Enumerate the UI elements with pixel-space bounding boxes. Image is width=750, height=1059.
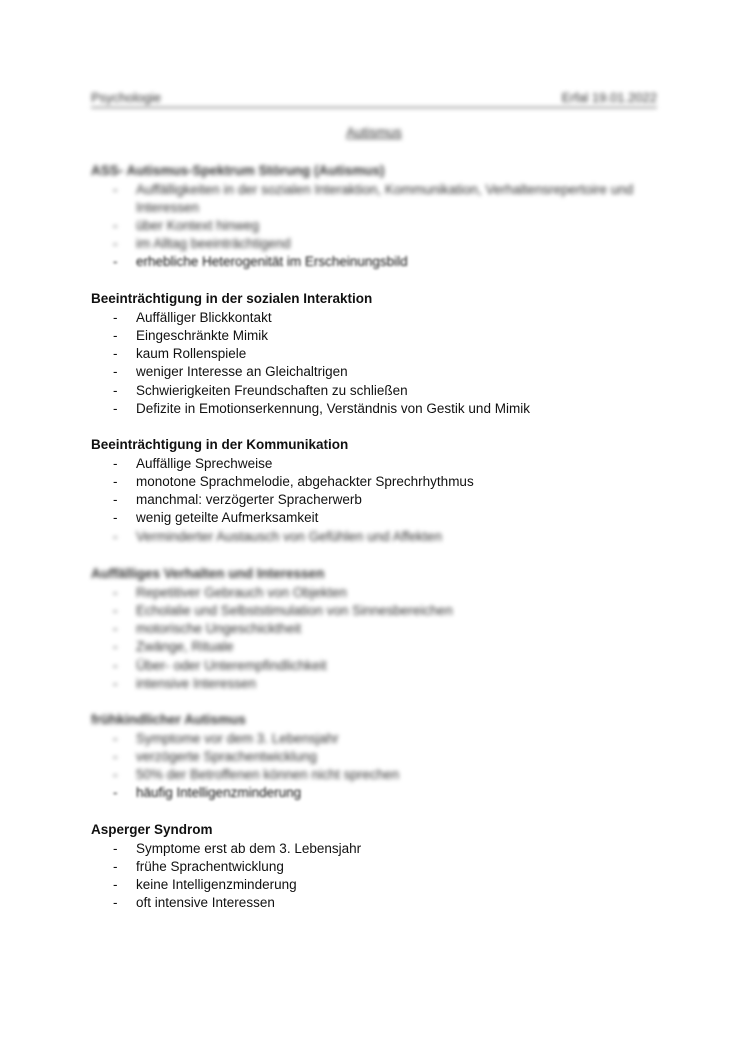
section-heading: frühkindlicher Autismus <box>91 712 246 727</box>
list-item-text: 50% der Betroffenen können nicht sprechen <box>136 767 400 783</box>
list-item <box>91 455 671 473</box>
bullet-list <box>91 181 671 272</box>
bullet-dash: - <box>113 675 118 691</box>
list-item-text: im Alltag beeinträchtigend <box>136 235 291 251</box>
list-item-text: erhebliche Heterogenität im Erscheinungsbild <box>136 254 408 270</box>
list-item-text: Eingeschränkte Mimik <box>136 327 269 343</box>
list-item-text: kaum Rollenspiele <box>136 346 247 362</box>
list-item-text: Auffälligkeiten in der sozialen Interaktion, Kommunikation, Verhaltensrepertoire und Interessen <box>136 181 634 215</box>
section-fruehkindlich <box>91 711 671 803</box>
bullet-dash: - <box>113 657 118 673</box>
list-item <box>91 584 671 602</box>
bullet-dash: - <box>113 235 118 251</box>
list-item <box>91 235 671 253</box>
section-heading: Asperger Syndrom <box>91 822 213 837</box>
list-item <box>91 894 671 912</box>
list-item <box>91 675 671 693</box>
bullet-dash: - <box>113 382 118 398</box>
list-item-text: Auffälliger Blickkontakt <box>136 309 272 325</box>
list-item <box>91 181 676 217</box>
bullet-dash: - <box>113 492 118 508</box>
list-item-text: Über- oder Unterempfindlichkeit <box>136 657 327 673</box>
list-item-text: frühe Sprachentwicklung <box>136 858 284 874</box>
list-item-text: Repetitiver Gebrauch von Objekten <box>136 584 347 600</box>
list-item <box>91 638 671 656</box>
bullet-dash: - <box>113 510 118 526</box>
list-item <box>91 657 671 675</box>
list-item-text: motorische Ungeschicktheit <box>136 621 302 637</box>
document-title: Autismus <box>346 125 402 140</box>
bullet-dash: - <box>113 602 118 618</box>
list-item-text: Schwierigkeiten Freundschaften zu schließen <box>136 382 408 398</box>
list-item <box>91 620 671 638</box>
list-item-text: verzögerte Sprachentwicklung <box>136 748 317 764</box>
section-verhalten <box>91 565 671 693</box>
bullet-list <box>91 455 671 546</box>
bullet-dash: - <box>113 528 118 544</box>
bullet-dash: - <box>113 767 118 783</box>
section-heading: ASS- Autismus-Spektrum Störung (Autismus) <box>91 163 385 178</box>
list-item <box>91 784 671 802</box>
section-soziale-interaktion <box>91 290 671 418</box>
list-item-text: Symptome erst ab dem 3. Lebensjahr <box>136 840 362 856</box>
bullet-dash: - <box>113 840 118 856</box>
list-item-text: Zwänge, Rituale <box>136 639 234 655</box>
list-item <box>91 858 671 876</box>
section-heading: Auffälliges Verhalten und Interessen <box>91 566 325 581</box>
list-item <box>91 382 671 400</box>
list-item-text: keine Intelligenzminderung <box>136 877 297 893</box>
list-item <box>91 840 671 858</box>
bullet-dash: - <box>113 346 118 362</box>
section-heading: Beeinträchtigung in der sozialen Interaktion <box>91 291 373 306</box>
section-asperger <box>91 821 671 913</box>
list-item <box>91 509 671 527</box>
bullet-list <box>91 309 671 419</box>
bullet-dash: - <box>113 473 118 489</box>
list-item-text: Symptome vor dem 3. Lebensjahr <box>136 730 339 746</box>
list-item-text: Echolalie und Selbststimulation von Sinnesbereichen <box>136 602 453 618</box>
bullet-dash: - <box>113 730 118 746</box>
list-item-text: häufig Intelligenzminderung <box>136 785 302 801</box>
list-item <box>91 253 671 271</box>
header-subject: Psychologie <box>91 90 162 105</box>
bullet-dash: - <box>113 877 118 893</box>
bullet-dash: - <box>113 181 118 197</box>
list-item <box>91 345 671 363</box>
bullet-dash: - <box>113 584 118 600</box>
list-item-text: wenig geteilte Aufmerksamkeit <box>136 510 319 526</box>
list-item <box>91 876 671 894</box>
bullet-dash: - <box>113 748 118 764</box>
bullet-list <box>91 730 671 803</box>
section-kommunikation <box>91 436 671 546</box>
list-item <box>91 309 671 327</box>
list-item <box>91 748 671 766</box>
list-item <box>91 400 671 418</box>
bullet-list <box>91 584 671 694</box>
bullet-dash: - <box>113 895 118 911</box>
list-item-text: manchmal: verzögerter Spracherwerb <box>136 492 362 508</box>
list-item-text: Defizite in Emotionserkennung, Verständnis von Gestik und Mimik <box>136 400 530 416</box>
list-item <box>91 473 671 491</box>
list-item-text: monotone Sprachmelodie, abgehackter Sprechrhythmus <box>136 473 474 489</box>
bullet-dash: - <box>113 400 118 416</box>
list-item <box>91 602 671 620</box>
bullet-dash: - <box>113 254 118 270</box>
list-item-text: weniger Interesse an Gleichaltrigen <box>136 364 348 380</box>
list-item-text: Verminderter Austausch von Gefühlen und Affekten <box>136 528 442 544</box>
bullet-dash: - <box>113 455 118 471</box>
list-item <box>91 363 671 381</box>
bullet-dash: - <box>113 785 118 801</box>
bullet-dash: - <box>113 364 118 380</box>
bullet-dash: - <box>113 621 118 637</box>
list-item <box>91 491 671 509</box>
section-heading: Beeinträchtigung in der Kommunikation <box>91 437 349 452</box>
list-item-text: über Kontext hinweg <box>136 217 260 233</box>
list-item <box>91 217 671 235</box>
header-date: Erfal 19.01.2022 <box>561 90 657 105</box>
bullet-dash: - <box>113 858 118 874</box>
list-item-text: Auffällige Sprechweise <box>136 455 273 471</box>
list-item <box>91 766 671 784</box>
list-item <box>91 327 671 345</box>
section-ass <box>91 162 671 271</box>
bullet-list <box>91 840 671 913</box>
list-item <box>91 528 671 546</box>
bullet-dash: - <box>113 639 118 655</box>
bullet-dash: - <box>113 309 118 325</box>
page-header <box>91 89 657 108</box>
list-item <box>91 730 671 748</box>
list-item-text: oft intensive Interessen <box>136 895 275 911</box>
bullet-dash: - <box>113 327 118 343</box>
bullet-dash: - <box>113 217 118 233</box>
list-item-text: intensive Interessen <box>136 675 257 691</box>
